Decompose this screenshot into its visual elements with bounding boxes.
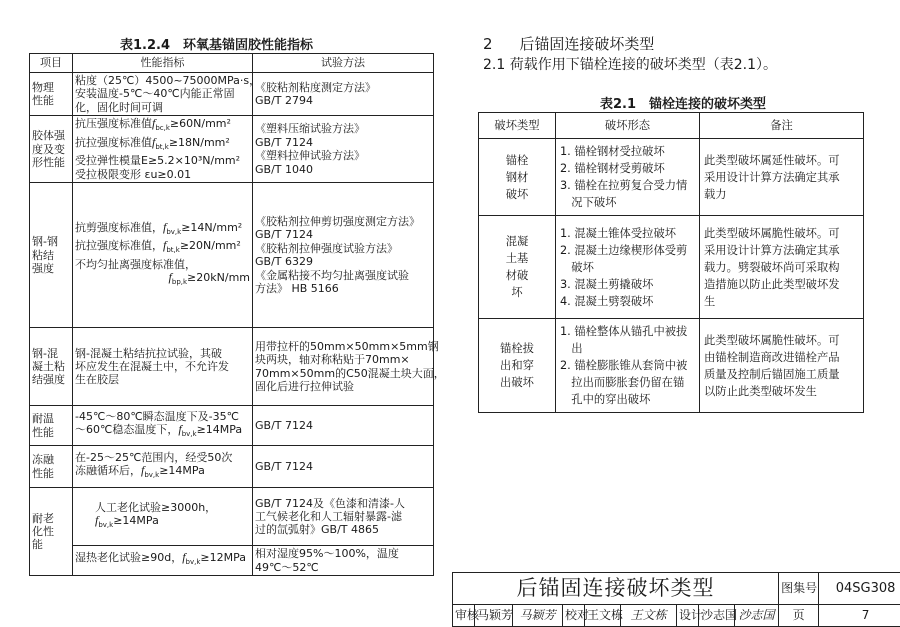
subscript: bp,k [171,278,188,287]
test-method-cell [253,406,434,446]
text-line: 坏 [511,286,523,299]
text-line: -45℃～80℃瞬态温度下及-35℃ [75,409,239,423]
failure-form-cell [556,139,700,216]
table-row [30,183,434,328]
subscript: bv,k [185,558,201,567]
review-label: 审核 [453,605,475,627]
text-line: 载力。劈裂破坏尚可采取构 [704,260,840,274]
text-line: 耐老 [32,511,54,525]
text: ≥14MPa [113,514,159,528]
text-line: 孔中的穿出破坏 [560,393,651,406]
text: 抗拉强度标准值， [75,239,163,253]
performance-cell [73,546,253,576]
performance-cell [73,328,253,406]
subscript: bc,k [155,124,170,133]
item-cell [30,446,73,488]
column-header: 备注 [700,113,864,139]
symbol-f: f [182,550,186,565]
symbol-f: f [95,513,99,528]
text-line: GB/T 7124及《色漆和清漆-人 [255,496,405,510]
symbol-f: f [152,116,156,131]
text-line: 2. 混凝土边缘楔形体受剪 [560,243,688,257]
item-cell [30,116,73,183]
failure-form-cell [556,216,700,319]
text: 抗压强度标准值 [75,117,152,131]
text: ～60℃稳态温度下， [75,423,179,437]
text-line: 结强度 [32,373,65,387]
text-line: 块两块，轴对称粘贴于70mm× [255,353,410,367]
subscript: bv,k [98,521,114,530]
note-cell [700,319,864,413]
text: 抗拉强度标准值 [75,135,152,149]
text-line: 过的氙弧射》GB/T 4865 [255,523,379,537]
text-line: 49℃～52℃ [255,560,319,574]
text: 湿热老化试验≥90d， [75,551,183,565]
text-line: 3. 混凝土剪撬破坏 [560,277,654,291]
text-line: 出破坏 [500,376,534,389]
failure-type-cell [479,319,556,413]
reviewer-signature: 马颖芳 [513,605,563,627]
text-line: 破坏 [505,187,529,201]
text-line: 钢材 [505,170,529,184]
atlas-number-label: 图集号 [779,573,819,605]
text-line: 能 [32,538,43,552]
text: 抗剪强度标准值， [75,220,163,234]
text-line: 凝土粘 [32,360,65,374]
text-line: 生 [704,294,716,308]
column-header: 试验方法 [253,54,434,73]
table-row [30,116,434,183]
note-cell [700,216,864,319]
text-line: 在-25～25℃范围内，经受50次 [75,450,233,464]
text-line: 《塑料压缩试验方法》 [255,122,365,136]
text-line: 钢-混 [32,346,58,360]
symbol-f: f [163,219,167,234]
text-line: 固化后进行拉伸试验 [255,380,354,394]
test-method-cell [253,116,434,183]
text-line [75,117,250,136]
text-line: 出 [560,342,583,355]
failure-type-cell [479,216,556,319]
text-line: 化性 [32,524,54,538]
text-line: GB/T 7124 [255,419,313,433]
table-header-row [30,54,434,73]
text-line: 以防止此类型破坏发生 [704,384,817,398]
test-method-cell [253,328,445,406]
column-header: 破坏类型 [479,113,556,139]
text-line: 1. 混凝土锥体受拉破坏 [560,226,677,240]
right-table-title: 表2.1 锚栓连接的破坏类型 [600,97,767,112]
text-line: 胶体强 [32,129,65,143]
text: ≥20N/mm² [179,239,241,253]
column-header: 性能指标 [73,54,253,73]
text-line: 材破 [505,269,529,282]
test-method-cell [253,183,434,328]
text-line: 《胶粘剂粘度测定方法》 [255,80,376,94]
page-label: 页 [779,605,819,627]
section-title: 后锚固连接破坏类型 [519,35,655,53]
table-row [30,73,434,116]
text-line: 载力 [704,187,727,201]
text-line: 此类型破坏属延性破坏。可 [704,153,840,167]
text-line: 度及变 [32,142,65,156]
text-line: 采用设计计算方法确定其承 [704,243,840,257]
text-line: 混凝 [505,235,529,248]
table-row [30,546,434,576]
text-line: 物理 [32,80,54,94]
text-line: 粘度（25℃）4500~75000MPa·s， [75,74,261,87]
text-line: GB/T 7124 [255,135,313,149]
atlas-number: 04SG308 [819,573,900,605]
table-row [479,216,864,319]
text-line: 受拉弹性模量E≥5.2×10³N/mm² [75,154,241,168]
reviewer-name: 马颖芳 [475,605,513,627]
section-number: 2 [483,35,493,53]
text: ≥18N/mm² [168,135,230,149]
text-line: 《金属粘接不均匀扯离强度试验 [255,268,409,282]
item-cell [30,328,73,406]
text-line: 拉出而膨胀套仍留在锚 [560,376,685,389]
text-line: 1. 锚栓整体从锚孔中被拔 [560,325,688,338]
item-cell [30,73,73,116]
text-line: 《胶粘剂拉伸剪切强度测定方法》 [255,215,420,228]
checker-signature: 王文栋 [621,605,677,627]
text-line: GB/T 7124 [255,460,313,474]
text-line: 不均匀扯离强度标准值， [75,257,196,271]
text-line [95,514,250,533]
text-line: 此类型破坏属脆性破坏。可 [704,226,840,240]
text-line: 2. 锚栓膨胀锥从套筒中被 [560,359,688,372]
text-line: GB/T 7124 [255,228,313,242]
text-line: 生在胶层 [75,373,119,387]
subscript: bv,k [181,430,197,439]
page-number: 7 [819,605,900,627]
table-row [479,319,864,413]
text-line: 工气候老化和人工辐射暴露-滤 [255,510,402,524]
text: ≥14MPa [159,464,205,478]
text-line: 土基 [505,252,529,265]
symbol-f: f [168,270,172,285]
symbol-f: f [152,134,156,149]
text-line [75,136,250,155]
subsection-heading: 2.1 荷载作用下锚栓连接的破坏类型（表2.1）。 [483,57,777,73]
test-method-cell [253,488,434,546]
text-line: 《塑料拉伸试验方法》 [255,149,365,163]
text-line: 此类型破坏属脆性破坏。可 [704,333,840,347]
design-label: 设计 [677,605,699,627]
anchor-failure-types-table [478,112,864,413]
note-cell [700,139,864,216]
text-line: 坏应发生在混凝土中，不允许发 [75,360,229,374]
text-line: 钢-钢 [32,235,58,249]
performance-cell [73,73,261,116]
text: ≥12MPa [200,551,247,565]
failure-type-cell [479,139,556,216]
text-line [75,423,250,442]
item-cell [30,406,73,446]
text-line: 性能 [32,466,54,480]
column-header: 破坏形态 [556,113,700,139]
checker-name: 王文栋 [585,605,621,627]
item-cell [30,183,73,328]
text-line: 用带拉杆的50mm×50mm×5mm钢 [255,339,439,353]
title-block [452,572,900,627]
table-row [479,139,864,216]
text-line: 采用设计计算方法确定其承 [704,170,840,184]
text-line: GB/T 6329 [255,255,313,269]
text-line: 2. 锚栓钢材受剪破坏 [560,162,665,175]
performance-cell [73,116,253,183]
test-method-cell [253,446,434,488]
epoxy-adhesive-performance-table [29,53,445,576]
text-line: 性能 [32,94,54,108]
text-line: 1. 锚栓钢材受拉破坏 [560,145,665,158]
symbol-f: f [163,238,167,253]
text-line: GB/T 1040 [255,162,313,176]
failure-form-cell [556,319,700,413]
text-line: 性能 [32,425,54,439]
text-line [75,551,250,570]
text: ≥60N/mm² [169,117,231,131]
text-line: 钢-混凝土粘结抗拉试验，其破 [75,346,222,360]
text-line: 受拉极限变形 εu≥0.01 [75,167,192,181]
text-line: 4. 混凝土劈裂破坏 [560,294,654,308]
text-line: GB/T 2794 [255,94,313,108]
item-cell [30,488,73,576]
text-line: 强度 [32,261,54,275]
subscript: bt,k [166,246,180,255]
text-line: 耐温 [32,412,54,426]
designer-signature: 沙志国 [735,605,779,627]
left-table-title: 表1.2.4 环氧基锚固胶性能指标 [120,38,314,53]
text-line: 化，固化时间可调 [75,100,163,114]
text-line [75,221,250,240]
text-line: 锚栓 [505,153,529,167]
table-row [30,488,434,546]
subscript: bv,k [166,227,182,236]
text-line: 《胶粘剂拉伸强度试验方法》 [255,241,398,255]
table-row [30,446,434,488]
text-line: 冻融 [32,453,54,467]
table-row [30,406,434,446]
table-row [30,328,434,406]
test-method-cell [253,546,434,576]
symbol-f: f [141,463,145,478]
text: ≥14MPa [196,423,243,437]
text-line: 方法》 HB 5166 [255,282,339,296]
text-line: 人工老化试验≥3000h， [95,500,217,514]
text-line [75,464,250,483]
performance-cell [73,446,253,488]
text-line: 破坏 [560,260,594,274]
drawing-title: 后锚固连接破坏类型 [453,573,779,605]
text-line: 形性能 [32,155,65,169]
table-header-row [479,113,864,139]
text-line: 造措施以防止此类型破坏发 [704,277,840,291]
text-line [75,239,250,258]
text-line: 相对湿度95%～100%，温度 [255,547,399,561]
subscript: bv,k [144,471,160,480]
text: ≥14N/mm² [181,220,243,234]
text: 冻融循环后， [75,464,141,478]
performance-cell [73,488,253,546]
text-line: 质量及控制后锚固施工质量 [704,367,840,381]
performance-cell [73,406,253,446]
test-method-cell [253,73,434,116]
section-heading [483,33,654,54]
text-line: 3. 锚栓在拉剪复合受力情 [560,179,688,192]
text-line: 70mm×50mm的C50混凝土块大面， [255,366,445,380]
subscript: bt,k [155,143,169,151]
text-line [75,271,250,290]
text-line: 况下破坏 [560,196,617,209]
text: ≥20kN/mm [187,271,250,285]
symbol-f: f [178,422,182,437]
performance-cell [73,183,253,328]
text-line: 锚栓拔 [500,342,534,355]
designer-name: 沙志国 [699,605,735,627]
text-line: 出和穿 [500,359,534,372]
column-header: 项目 [30,54,73,73]
text-line: 粘结 [32,248,54,262]
text-line: 由锚栓制造商改进锚栓产品 [704,350,840,364]
text-line: 安装温度-5℃～40℃内能正常固 [75,87,235,101]
check-label: 校对 [563,605,585,627]
